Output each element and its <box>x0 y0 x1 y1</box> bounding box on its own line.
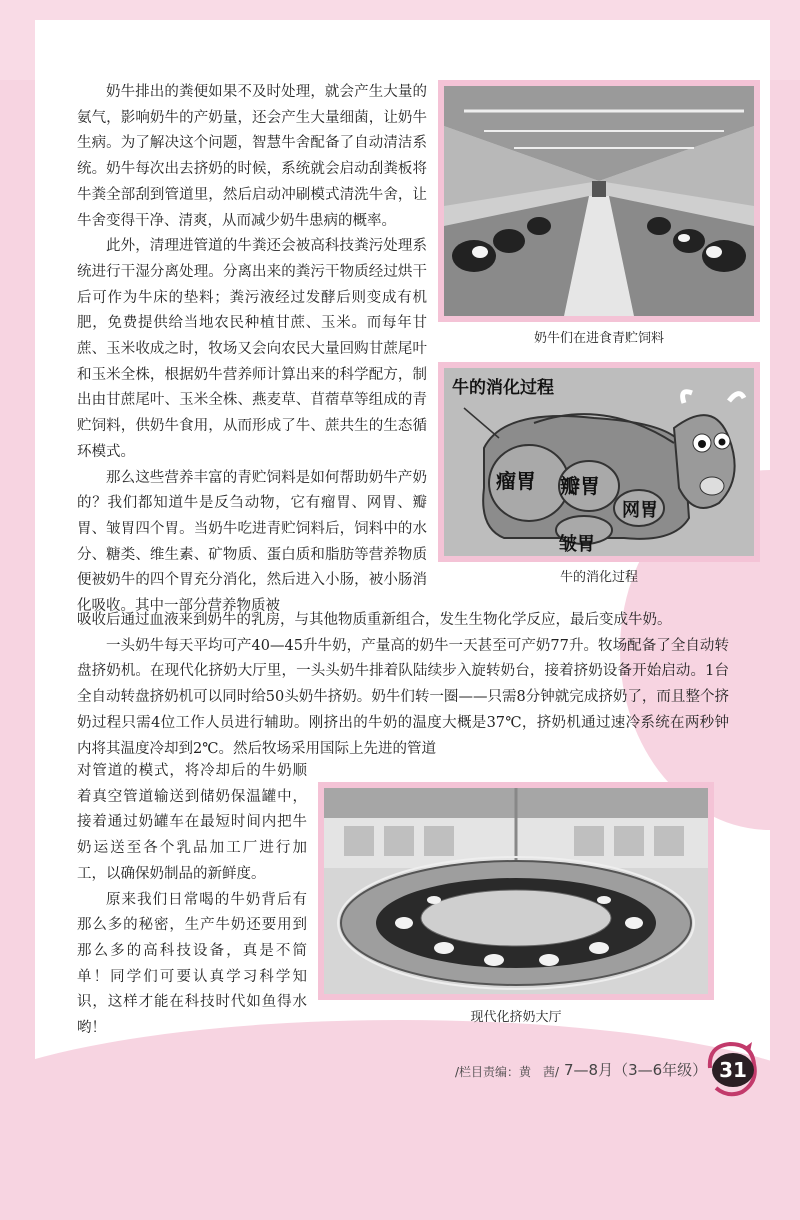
digestion-diagram <box>444 368 754 556</box>
paragraph-3-continued: 吸收后通过血液来到奶牛的乳房，与其他物质重新组合，发生生物化学反应，最后变成牛奶。 <box>77 612 672 628</box>
barn-photo <box>444 86 754 316</box>
figure-milking-frame <box>318 782 714 1000</box>
figure-barn-frame <box>438 80 760 322</box>
issue-label: 7—8月（3—6年级） <box>564 1061 708 1079</box>
label-abomasum: 皱胃 <box>559 534 595 555</box>
label-rumen: 瘤胃 <box>496 469 536 493</box>
paragraph-1: 奶牛排出的粪便如果不及时处理，就会产生大量的氨气，影响奶牛的产奶量，还会产生大量细菌，让奶牛生病。为了解决这个问题，智慧牛舍配备了自动清洁系统。奶牛每次出去挤奶的时候，系统就会启动刮粪板将牛粪全部刮到管道里，然后启动冲刷模式清洗牛舍，让牛舍变得干净、清爽，从而减少奶牛患病的概率。 <box>77 84 427 229</box>
figure-barn-caption: 奶牛们在进食青贮饲料 <box>533 331 664 346</box>
paragraph-3: 那么这些营养丰富的青贮饲料是如何帮助奶牛产奶的？我们都知道牛是反刍动物，它有瘤胃、网胃、瓣胃、皱胃四个胃。当奶牛吃进青贮饲料后，饲料中的水分、糖类、维生素、矿物质、蛋白质和脂肪等营养物质便被奶牛的四个胃充分消化，然后进入小肠，被小肠消化吸收。其中一部分营养物质被 <box>77 469 427 615</box>
label-omasum: 瓣胃 <box>560 474 600 498</box>
paragraph-2: 此外，清理进管道的牛粪还会被高科技粪污处理系统进行干湿分离处理。分离出来的粪污干物质经过烘干后可作为牛床的垫料；粪污液经过发酵后则变成有机肥，免费提供给当地农民种植甘蔗、玉米。而每年甘蔗、玉米收成之时，牧场又会向农民大量回购甘蔗尾叶和玉米全株，根据奶牛营养师计算出来的科学配方，制出由甘蔗尾叶、玉米全株、燕麦草、苜蓿草等组成的青贮饲料，供奶牛食用，从而形成了牛、蔗共生的生态循环模式。 <box>77 238 427 460</box>
digestion-diagram-title: 牛的消化过程 <box>452 378 554 398</box>
milking-parlor-photo <box>324 788 708 994</box>
page-number: 31 <box>712 1053 754 1087</box>
article-column <box>77 80 427 620</box>
label-reticulum: 网胃 <box>622 500 658 521</box>
figure-milking-caption: 现代化挤奶大厅 <box>470 1010 562 1025</box>
paragraph-4-continued: 对管道的模式，将冷却后的牛奶顺着真空管道输送到储奶保温罐中，接着通过奶罐车在最短时间内把牛奶运送至各个乳品加工厂进行加工，以确保奶制品的新鲜度。 <box>77 763 307 882</box>
article-bottom-column <box>77 759 307 1042</box>
paragraph-5: 原来我们日常喝的牛奶背后有那么多的秘密，生产牛奶还要用到那么多的高科技设备，真是不简单！同学们可要认真学习科学知识，这样才能在科技时代如鱼得水哟！ <box>77 891 307 1037</box>
figure-digestion-frame <box>438 362 760 562</box>
column-editor: /栏目责编：黄 茜/ <box>455 1065 560 1079</box>
article-wide <box>77 608 729 762</box>
figure-digestion-caption: 牛的消化过程 <box>559 570 638 585</box>
paragraph-4: 一头奶牛每天平均可产40—45升牛奶，产量高的奶牛一天甚至可产奶77升。牧场配备了全自动转盘挤奶机。在现代化挤奶大厅里，一头头奶牛排着队陆续步入旋转奶台，接着挤奶设备开始启动。1台全自动转盘挤奶机可以同时给50头奶牛挤奶。奶牛们转一圈——只需8分钟就完成挤奶了，而且整个挤奶过程只需4位工作人员进行辅助。刚挤出的牛奶的温度大概是37℃，挤奶机通过速冷系统在两秒钟内将其温度冷却到2℃。然后牧场采用国际上先进的管道 <box>77 637 729 757</box>
